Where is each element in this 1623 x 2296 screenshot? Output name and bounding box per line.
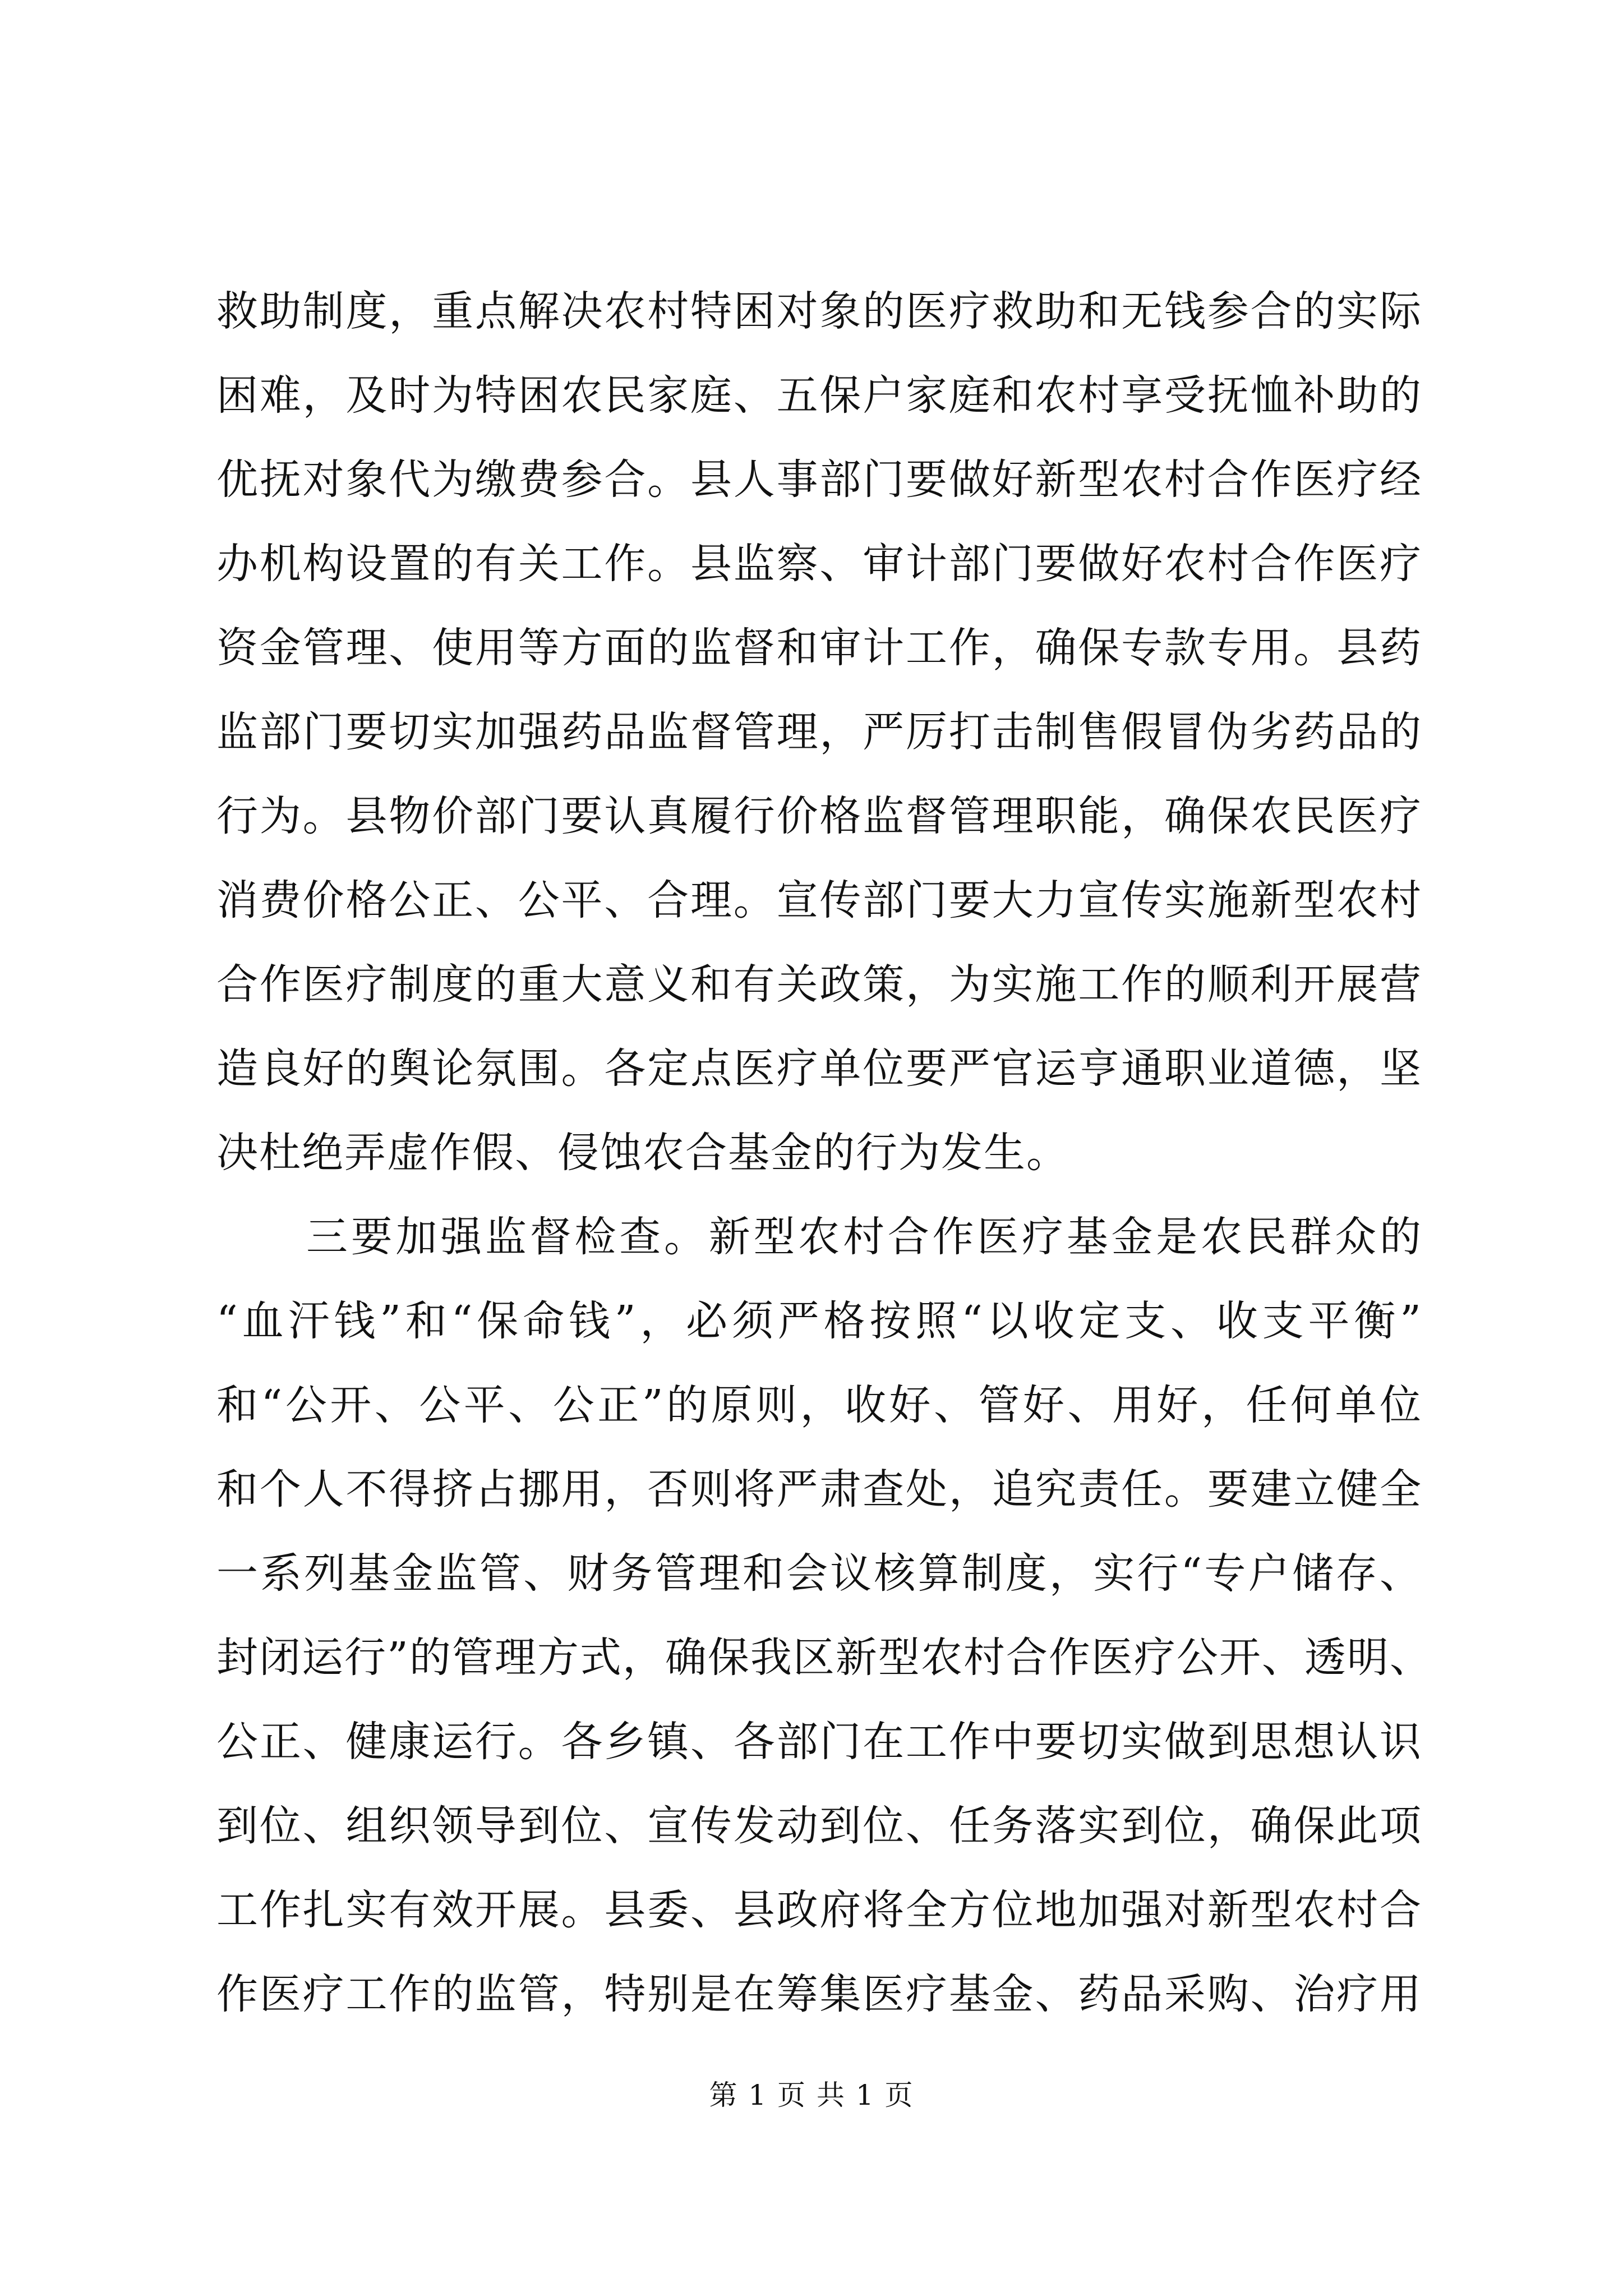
paragraph-2: [216, 1195, 1432, 2036]
text-line: 作医疗工作的监管，特别是在筹集医疗基金、药品采购、治疗用: [216, 1970, 1422, 2018]
text-line: 三要加强监督检查。新型农村合作医疗基金是农民群众的: [306, 1213, 1422, 1261]
text-line: 决杜绝弄虚作假、侵蚀农合基金的行为发生。: [216, 1129, 1069, 1177]
page-footer: 第 1 页 共 1 页: [709, 2079, 914, 2111]
text-line: 造良好的舆论氛围。各定点医疗单位要严官运亨通职业道德，坚: [216, 1045, 1422, 1093]
text-line: “血汗钱”和“保命钱”，必须严格按照“以收定支、收支平衡”: [216, 1297, 1422, 1345]
text-line: 公正、健康运行。各乡镇、各部门在工作中要切实做到思想认识: [216, 1718, 1422, 1766]
text-line: 和个人不得挤占挪用，否则将严肃查处，追究责任。要建立健全: [216, 1465, 1422, 1513]
text-line: 一系列基金监管、财务管理和会议核算制度，实行“专户储存、: [216, 1549, 1422, 1598]
text-line: 救助制度，重点解决农村特困对象的医疗救助和无钱参合的实际: [216, 287, 1422, 335]
body-text: [216, 269, 1432, 2036]
paragraph-1: [216, 269, 1422, 1195]
text-line: 行为。县物价部门要认真履行价格监督管理职能，确保农民医疗: [216, 792, 1422, 840]
text-line: 资金管理、使用等方面的监督和审计工作，确保专款专用。县药: [216, 624, 1422, 672]
text-line: 优抚对象代为缴费参合。县人事部门要做好新型农村合作医疗经: [216, 455, 1422, 504]
text-line: 办机构设置的有关工作。县监察、审计部门要做好农村合作医疗: [216, 540, 1422, 588]
text-line: 监部门要切实加强药品监督管理，严厉打击制售假冒伪劣药品的: [216, 708, 1422, 756]
text-line: 消费价格公正、公平、合理。宣传部门要大力宣传实施新型农村: [216, 876, 1422, 924]
text-line: 困难，及时为特困农民家庭、五保户家庭和农村享受抚恤补助的: [216, 371, 1422, 420]
text-line: 到位、组织领导到位、宣传发动到位、任务落实到位，确保此项: [216, 1802, 1422, 1850]
text-line: 工作扎实有效开展。县委、县政府将全方位地加强对新型农村合: [216, 1886, 1422, 1934]
text-line: 合作医疗制度的重大意义和有关政策，为实施工作的顺利开展营: [216, 960, 1422, 1009]
text-line: 和“公开、公平、公正”的原则，收好、管好、用好，任何单位: [216, 1381, 1422, 1429]
text-line: 封闭运行”的管理方式，确保我区新型农村合作医疗公开、透明、: [216, 1634, 1432, 1682]
